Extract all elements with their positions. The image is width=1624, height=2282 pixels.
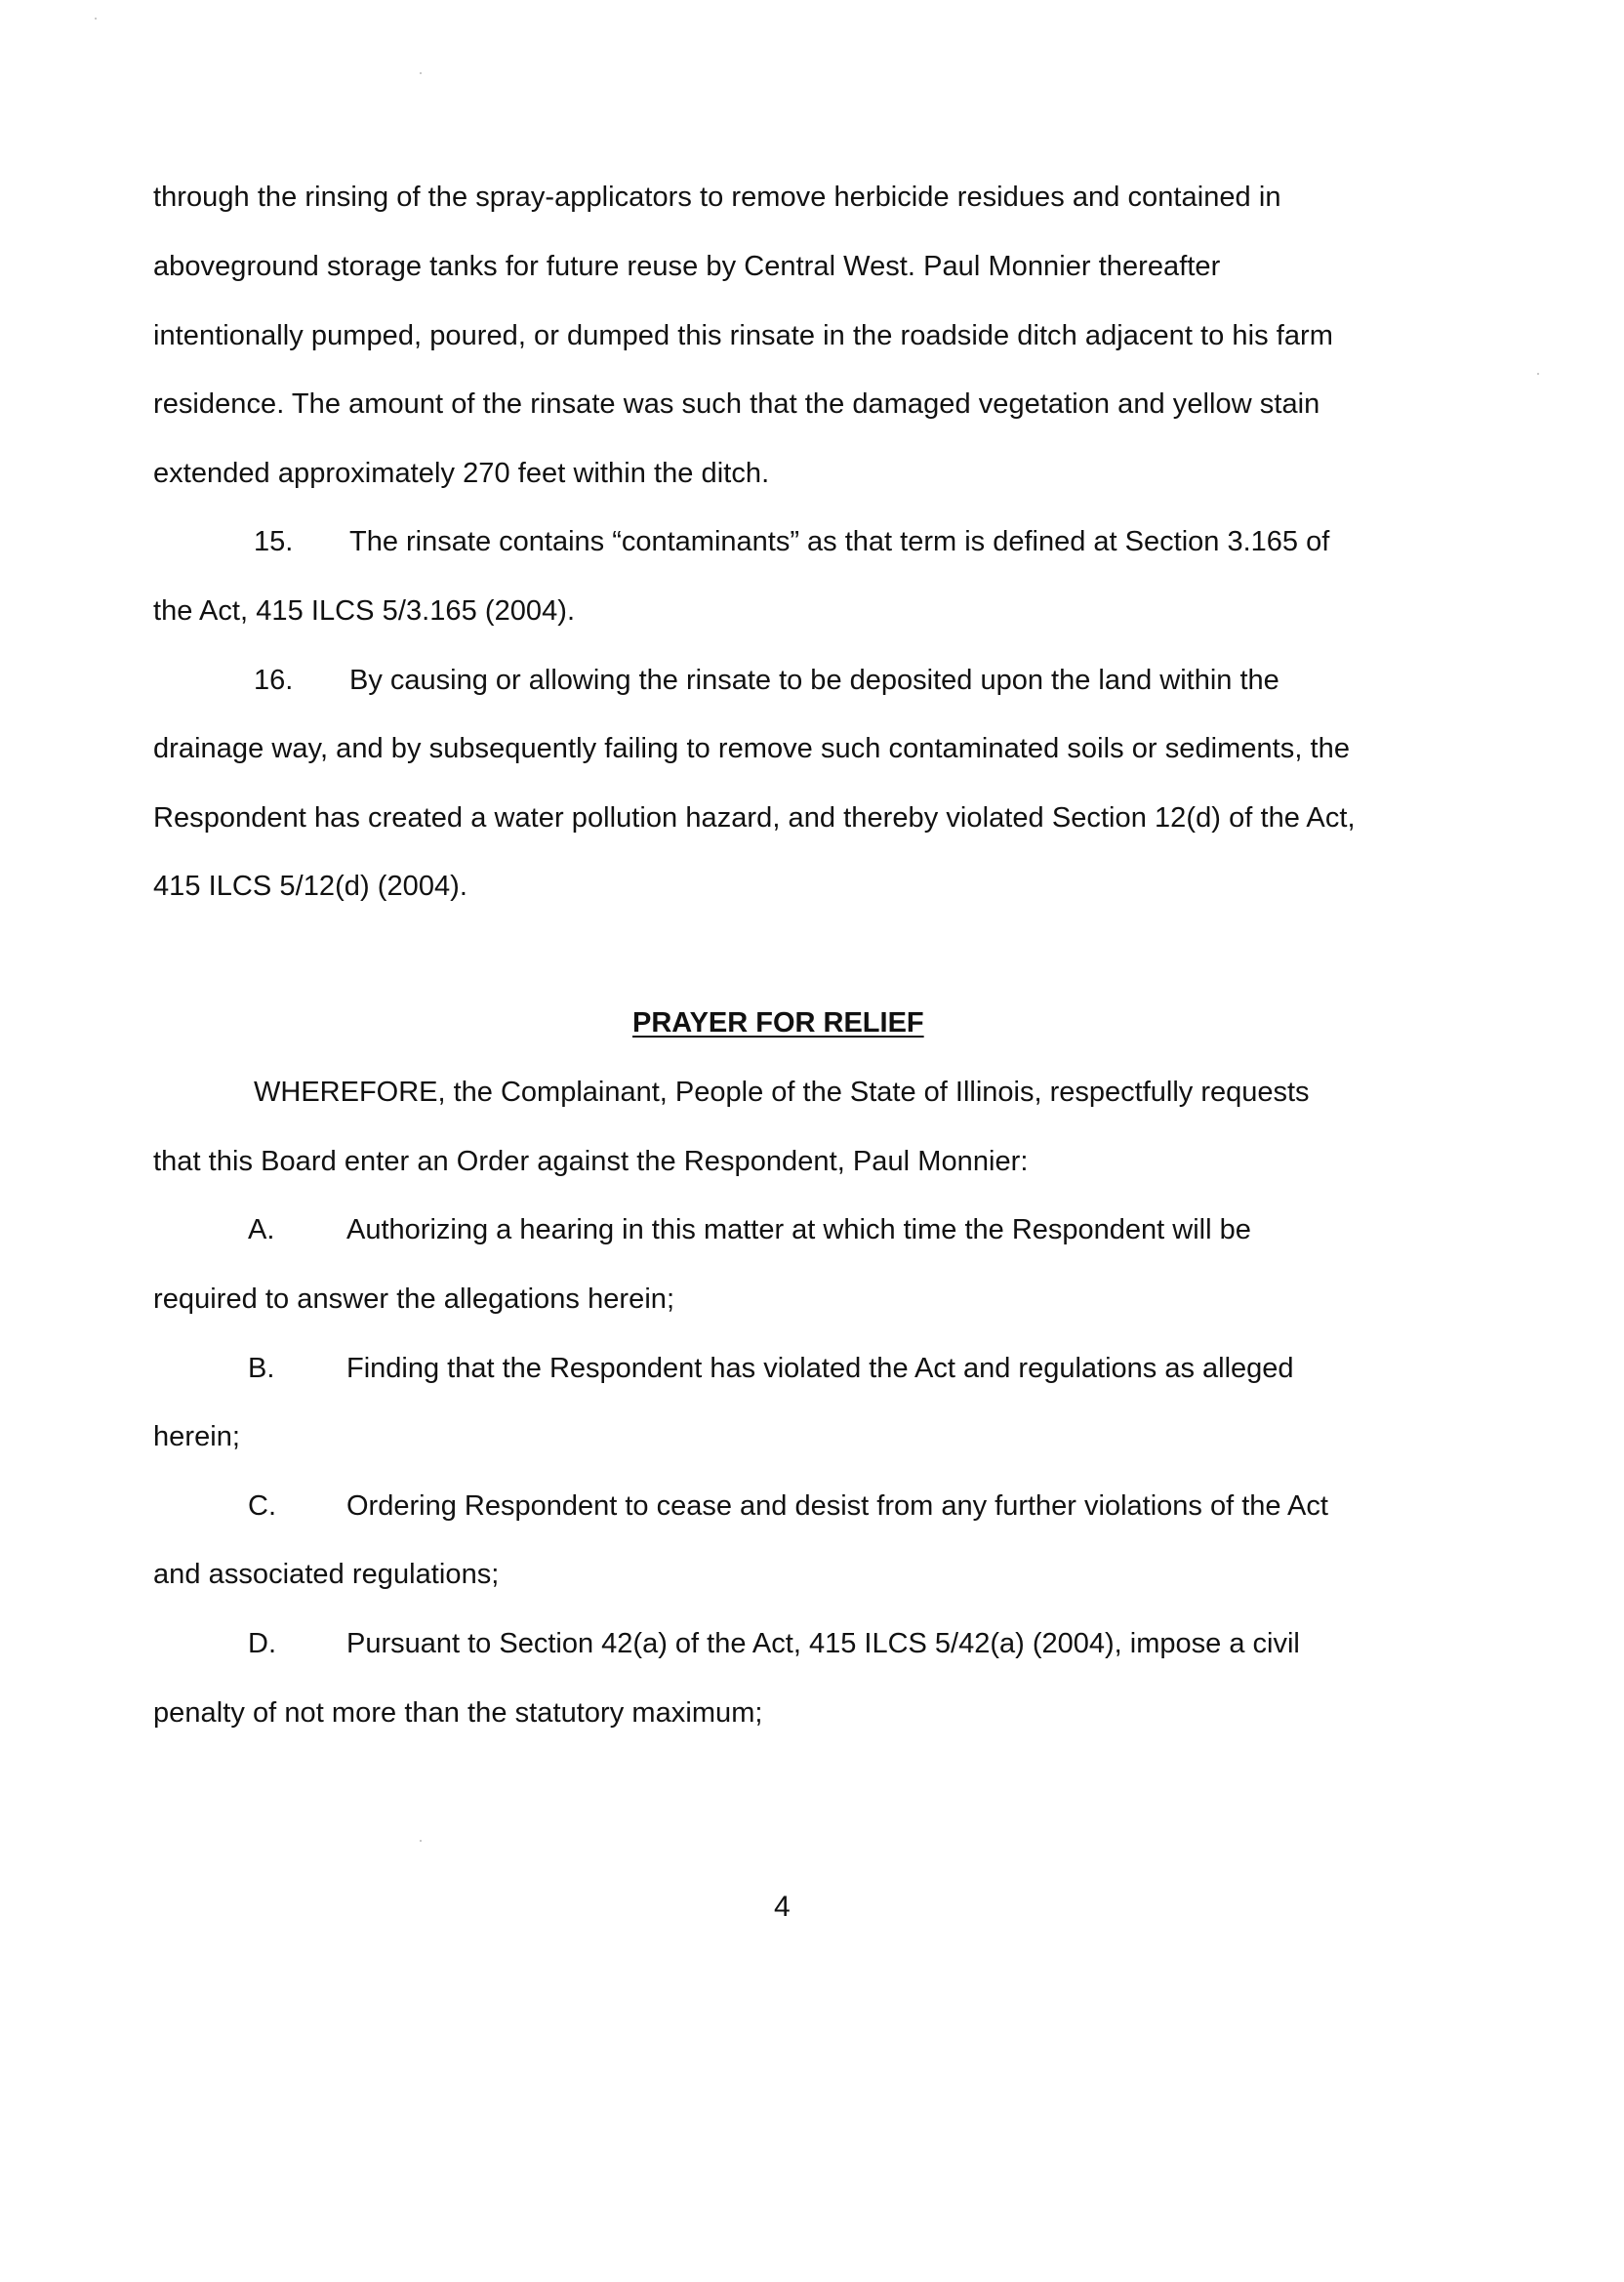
scan-speck [1537,373,1539,375]
item-c-first-line: Ordering Respondent to cease and desist from any further violations of the Act [346,1490,1328,1522]
page-number: 4 [774,1891,791,1923]
section-heading: PRAYER FOR RELIEF [632,1007,924,1039]
paragraph-16-first-line: By causing or allowing the rinsate to be deposited upon the land within the [349,665,1279,696]
scan-speck [95,18,97,20]
paragraph-16-line-4: 415 ILCS 5/12(d) (2004). [153,871,467,902]
intro-line-4: residence. The amount of the rinsate was such that the damaged vegetation and yellow stain [153,388,1320,420]
item-d-line-2: penalty of not more than the statutory maximum; [153,1697,763,1729]
intro-line-1: through the rinsing of the spray-applicators to remove herbicide residues and contained in [153,182,1281,213]
item-a-letter: A. [248,1214,275,1245]
paragraph-15-number: 15. [254,526,294,557]
item-a-line-2: required to answer the allegations herein; [153,1284,675,1315]
item-a-first-line: Authorizing a hearing in this matter at which time the Respondent will be [346,1214,1251,1245]
paragraph-16-line-2: drainage way, and by subsequently failing to remove such contaminated soils or sediments, the [153,733,1351,764]
item-b-letter: B. [248,1353,275,1384]
item-d-first-line: Pursuant to Section 42(a) of the Act, 415 ILCS 5/42(a) (2004), impose a civil [346,1628,1300,1659]
item-d-letter: D. [248,1628,276,1659]
intro-line-5: extended approximately 270 feet within the ditch. [153,458,770,489]
item-b-first-line: Finding that the Respondent has violated the Act and regulations as alleged [346,1353,1294,1384]
wherefore-line-2: that this Board enter an Order against the Respondent, Paul Monnier: [153,1146,1029,1177]
paragraph-16-number: 16. [254,665,294,696]
paragraph-16-line-3: Respondent has created a water pollution hazard, and thereby violated Section 12(d) of the Act, [153,802,1356,834]
item-c-line-2: and associated regulations; [153,1559,500,1590]
intro-line-3: intentionally pumped, poured, or dumped this rinsate in the roadside ditch adjacent to his farm [153,320,1333,351]
intro-line-2: aboveground storage tanks for future reuse by Central West. Paul Monnier thereafter [153,251,1221,282]
item-b-line-2: herein; [153,1421,241,1452]
paragraph-15-first-line: The rinsate contains “contaminants” as that term is defined at Section 3.165 of [349,526,1330,557]
scan-speck [420,72,422,74]
paragraph-15-line-2: the Act, 415 ILCS 5/3.165 (2004). [153,595,576,627]
scan-speck [420,1840,422,1842]
item-c-letter: C. [248,1490,276,1522]
wherefore-first-line: WHEREFORE, the Complainant, People of the State of Illinois, respectfully requests [254,1077,1310,1108]
